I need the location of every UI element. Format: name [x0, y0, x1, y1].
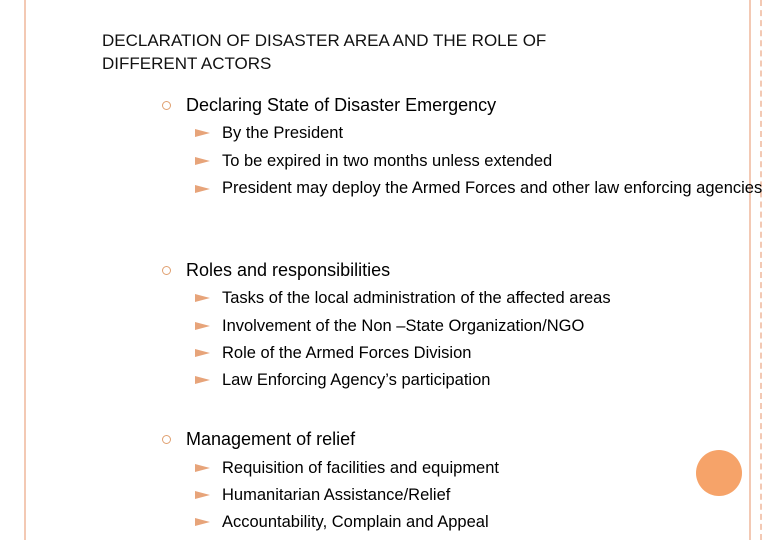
frame-line-right	[749, 0, 751, 540]
section-roles-responsibilities	[162, 258, 611, 393]
list-item: Law Enforcing Agency’s participation	[162, 367, 611, 393]
section-heading	[162, 258, 611, 288]
list-item: Accountability, Complain and Appeal	[162, 509, 499, 535]
frame-line-left	[24, 0, 26, 540]
sub-bullet-list	[162, 285, 611, 393]
list-item: Tasks of the local administration of the affected areas	[162, 285, 611, 311]
list-item: By the President	[162, 120, 766, 146]
section-heading	[162, 427, 499, 457]
list-item: To be expired in two months unless extended	[162, 148, 766, 174]
list-item: Involvement of the Non –State Organization/NGO	[162, 313, 611, 339]
triangle-bullet-icon	[195, 376, 210, 384]
section-declaring-state	[162, 93, 766, 201]
triangle-bullet-icon	[195, 464, 210, 472]
section-heading	[162, 93, 766, 123]
triangle-bullet-icon	[195, 129, 210, 137]
triangle-bullet-icon	[195, 185, 210, 193]
slide-title-line-1: DECLARATION OF DISASTER AREA AND THE ROLE OF	[102, 31, 547, 50]
triangle-bullet-icon	[195, 349, 210, 357]
list-item: Role of the Armed Forces Division	[162, 340, 611, 366]
section-heading-label: Roles and responsibilities	[186, 260, 391, 280]
list-item: Humanitarian Assistance/Relief	[162, 482, 499, 508]
triangle-bullet-icon	[195, 157, 210, 165]
slide-title-line-2: DIFFERENT ACTORS	[102, 54, 272, 73]
sub-bullet-list	[162, 120, 766, 201]
section-heading-label: Management of relief	[186, 429, 356, 449]
section-heading-label: Declaring State of Disaster Emergency	[186, 95, 497, 115]
circle-bullet-icon	[162, 101, 171, 110]
triangle-bullet-icon	[195, 518, 210, 526]
section-management-relief	[162, 427, 499, 535]
sub-bullet-list	[162, 455, 499, 535]
decorative-circle	[696, 450, 742, 496]
circle-bullet-icon	[162, 266, 171, 275]
list-item: President may deploy the Armed Forces and other law enforcing agencies	[162, 176, 766, 201]
frame-line-right-dashed	[760, 0, 762, 540]
circle-bullet-icon	[162, 435, 171, 444]
triangle-bullet-icon	[195, 294, 210, 302]
triangle-bullet-icon	[195, 322, 210, 330]
list-item: Requisition of facilities and equipment	[162, 455, 499, 481]
slide-title	[102, 29, 702, 75]
triangle-bullet-icon	[195, 491, 210, 499]
